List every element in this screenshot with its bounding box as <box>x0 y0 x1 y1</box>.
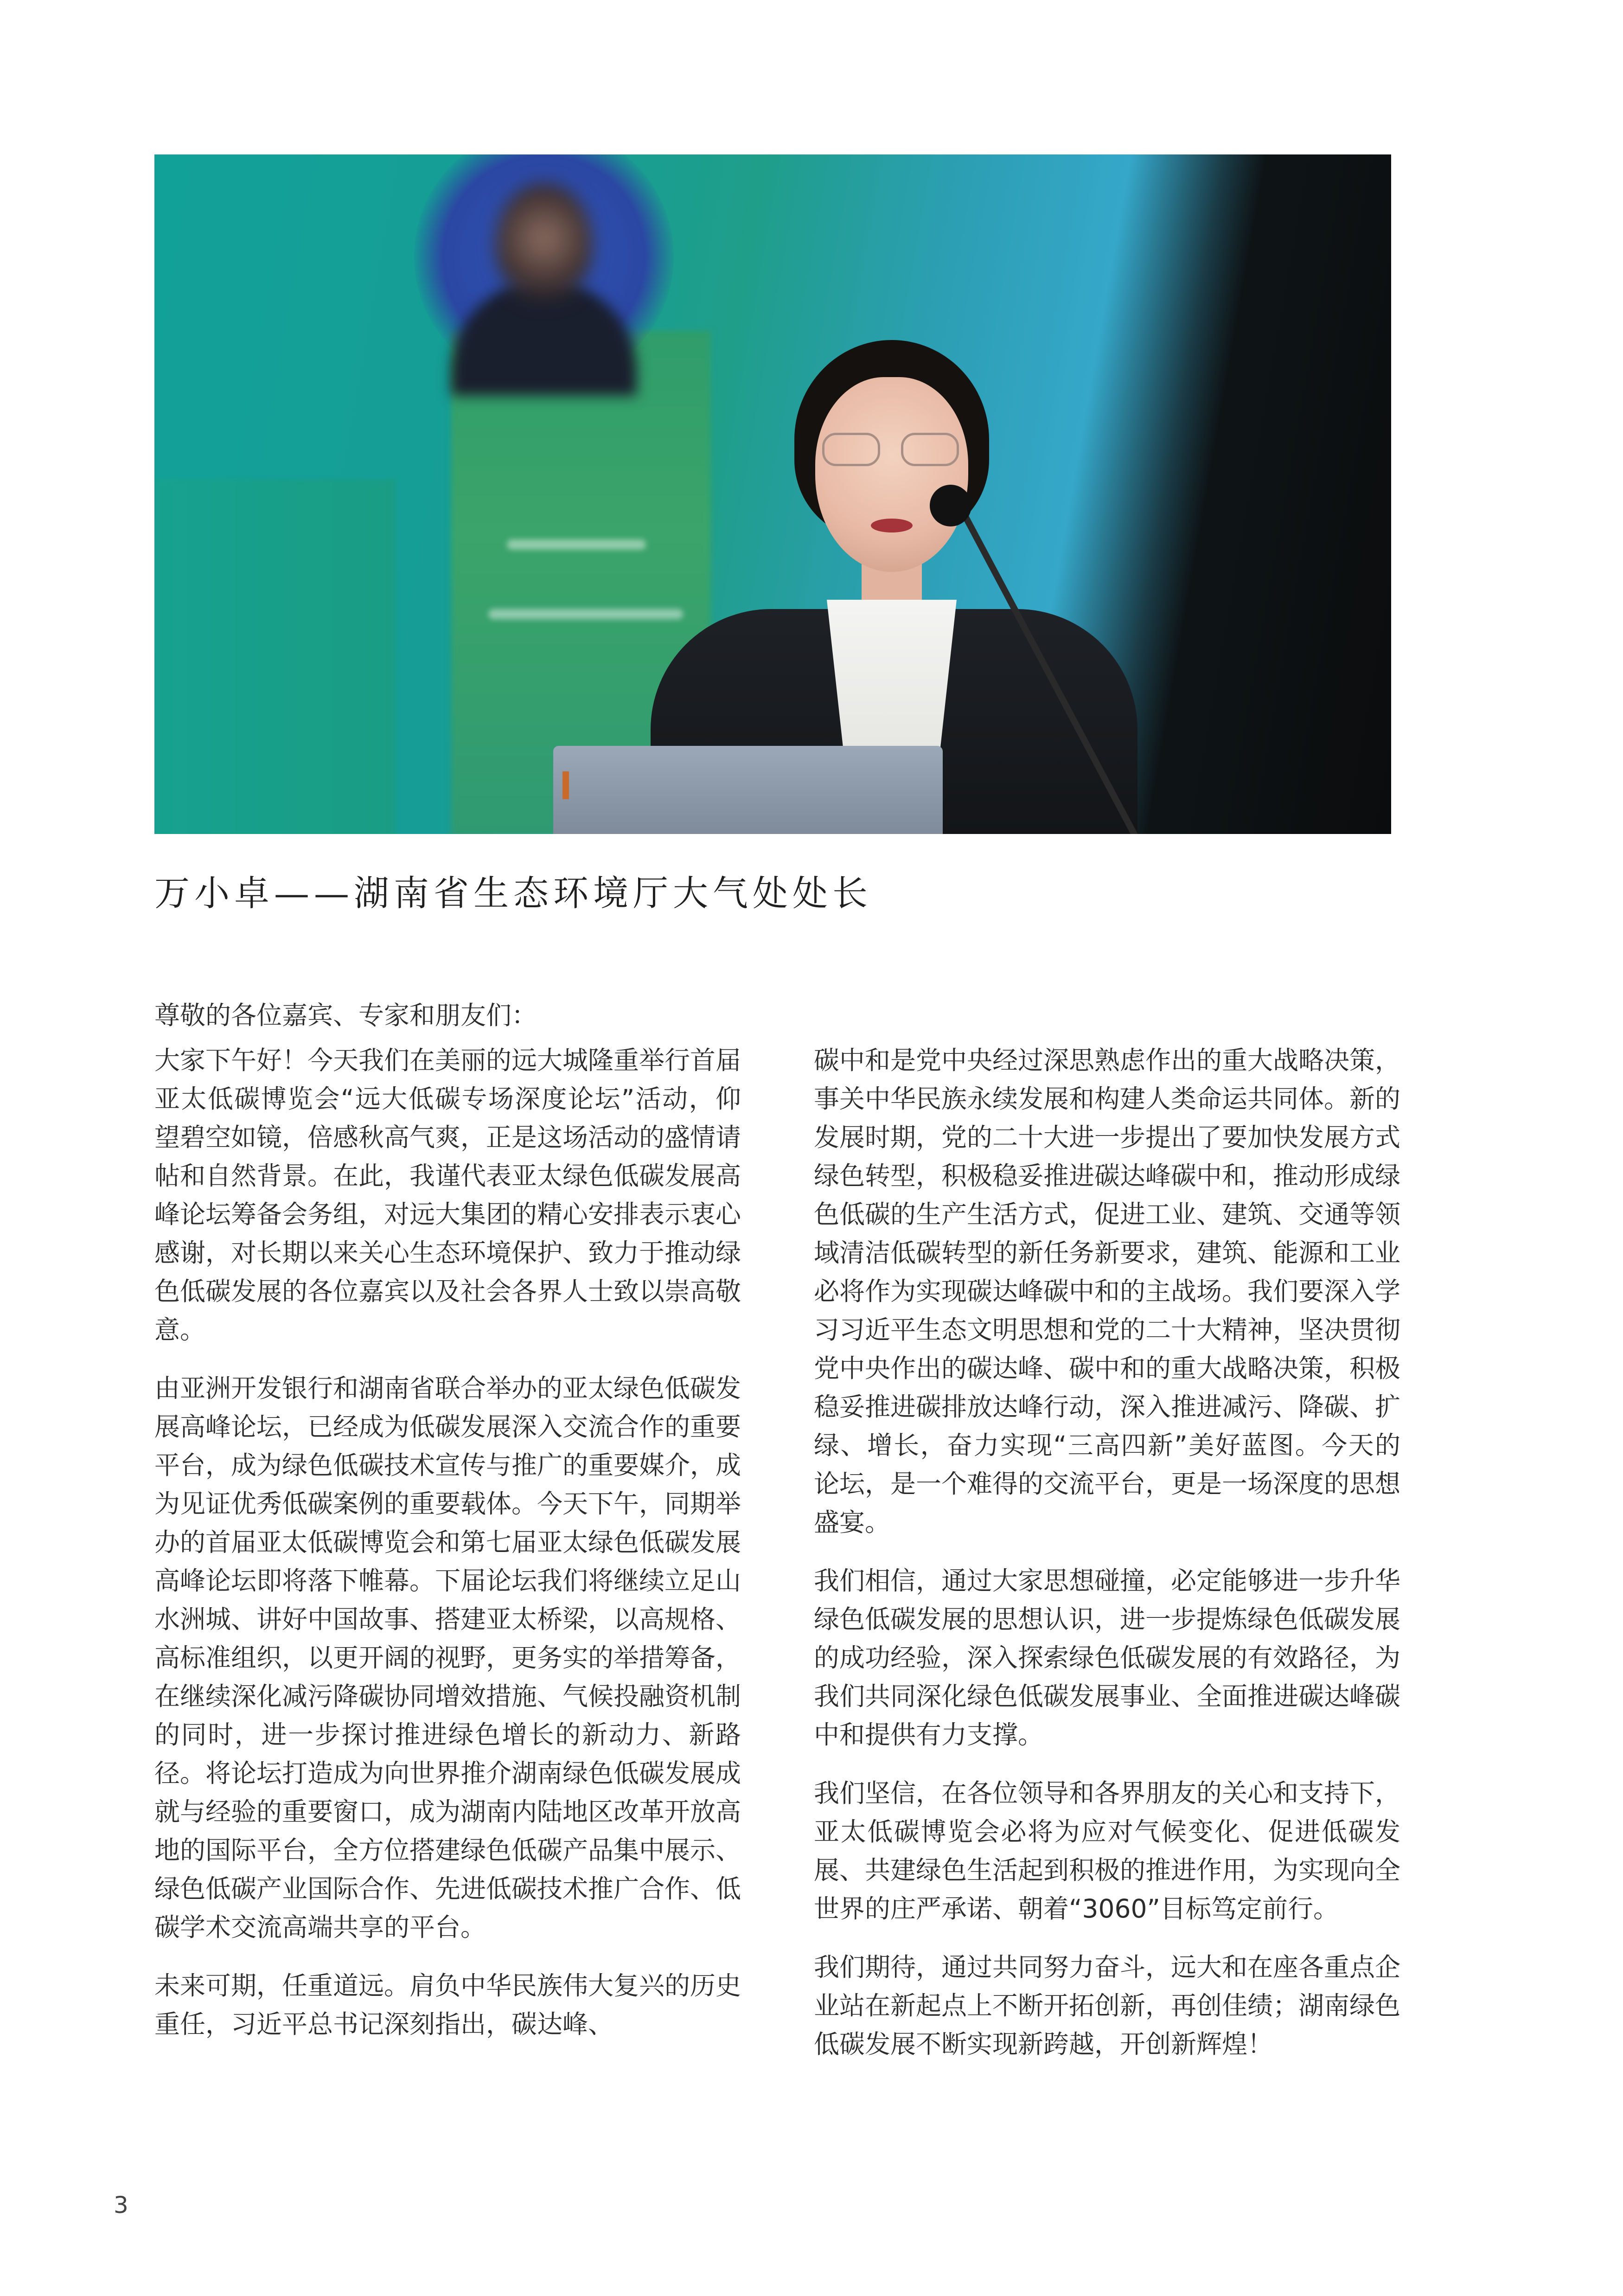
paragraph: 未来可期，任重道远。肩负中华民族伟大复兴的历史重任，习近平总书记深刻指出，碳达峰、 <box>154 1971 741 2039</box>
greeting: 尊敬的各位嘉宾、专家和朋友们： <box>154 1000 537 1030</box>
paragraph: 由亚洲开发银行和湖南省联合举办的亚太绿色低碳发展高峰论坛，已经成为低碳发展深入交流合作的重要平台，成为绿色低碳技术宣传与推广的重要媒介，成为见证优秀低碳案例的重要载体。今天下午，同期举办的首届亚太低碳博览会和第七届亚太绿色低碳发展高峰论坛即将落下帷幕。下届论坛我们将继续立足山水洲城、讲好中国故事、搭建亚太桥梁，以高规格、高标准组织，以更开阔的视野，更务实的举措筹备，在继续深化减污降碳协同增效措施、气候投融资机制的同时，进一步探讨推进绿色增长的新动力、新路径。将论坛打造成为向世界推介湖南绿色低碳发展成就与经验的重要窗口，成为湖南内陆地区改革开放高地的国际平台，全方位搭建绿色低碳产品集中展示、绿色低碳产业国际合作、先进低碳技术推广合作、低碳学术交流高端共享的平台。 <box>154 1373 741 1942</box>
article-title: 万小卓——湖南省生态环境厅大气处处长 <box>154 872 872 914</box>
page-number: 3 <box>114 2192 128 2219</box>
speaker-photo <box>154 154 1391 834</box>
right-column <box>814 1041 1400 2084</box>
paragraph: 碳中和是党中央经过深思熟虑作出的重大战略决策，事关中华民族永续发展和构建人类命运共同体。新的发展时期，党的二十大进一步提出了要加快发展方式绿色转型，积极稳妥推进碳达峰碳中和，推动形成绿色低碳的生产生活方式，促进工业、建筑、交通等领域清洁低碳转型的新任务新要求，建筑、能源和工业必将作为实现碳达峰碳中和的主战场。我们要深入学习习近平生态文明思想和党的二十大精神，坚决贯彻党中央作出的碳达峰、碳中和的重大战略决策，积极稳妥推进碳排放达峰行动，深入推进减污、降碳、扩绿、增长，奋力实现“三高四新”美好蓝图。今天的论坛，是一个难得的交流平台，更是一场深度的思想盛宴。 <box>814 1045 1401 1537</box>
paragraph: 我们坚信，在各位领导和各界朋友的关心和支持下，亚太低碳博览会必将为应对气候变化、促进低碳发展、共建绿色生活起到积极的推进作用，为实现向全世界的庄严承诺、朝着“3060”目标笃定前行。 <box>814 1778 1401 1924</box>
paragraph: 我们相信，通过大家思想碰撞，必定能够进一步升华绿色低碳发展的思想认识，进一步提炼绿色低碳发展的成功经验，深入探索绿色低碳发展的有效路径，为我们共同深化绿色低碳发展事业、全面推进碳达峰碳中和提供有力支撑。 <box>814 1566 1401 1750</box>
left-column <box>154 1041 741 2064</box>
paragraph: 大家下午好！今天我们在美丽的远大城隆重举行首届亚太低碳博览会“远大低碳专场深度论坛”活动，仰望碧空如镜，倍感秋高气爽，正是这场活动的盛情请帖和自然背景。在此，我谨代表亚太绿色低碳发展高峰论坛筹备会务组，对远大集团的精心安排表示衷心感谢，对长期以来关心生态环境保护、致力于推动绿色低碳发展的各位嘉宾以及社会各界人士致以崇高敬意。 <box>154 1045 741 1345</box>
paragraph: 我们期待，通过共同努力奋斗，远大和在座各重点企业站在新起点上不断开拓创新，再创佳绩；湖南绿色低碳发展不断实现新跨越，开创新辉煌！ <box>814 1952 1401 2059</box>
